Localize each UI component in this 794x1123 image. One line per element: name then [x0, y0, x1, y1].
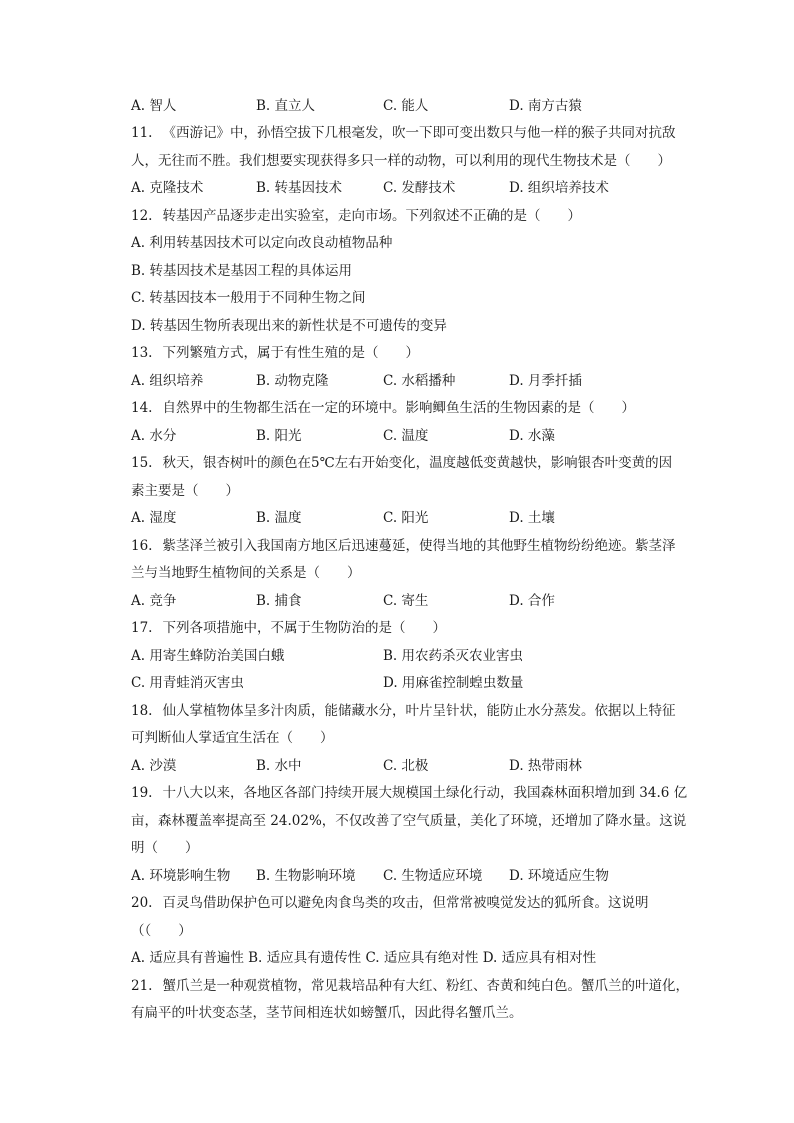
q11-option-d[interactable]: D. 组织培养技术: [509, 180, 609, 196]
q18-stem-line2: 可判断仙人掌适宜生活在（ ）: [131, 730, 334, 746]
q20-number: 20.: [131, 895, 153, 911]
q17-option-a[interactable]: A. 用寄生蜂防治美国白蛾: [131, 648, 285, 664]
q13-number: 13.: [131, 345, 153, 361]
q14-stem-line1: [131, 398, 696, 418]
q13-option-a[interactable]: A. 组织培养: [131, 373, 204, 389]
q16-stem-line2: 兰与当地野生植物间的关系是（ ）: [131, 565, 361, 581]
q18-number: 18.: [131, 703, 153, 719]
q15-option-a[interactable]: A. 湿度: [131, 510, 177, 526]
q15-option-c[interactable]: C. 阳光: [383, 510, 429, 526]
q19-options: [131, 866, 696, 886]
q15-option-b[interactable]: B. 温度: [256, 510, 302, 526]
q11-options: [131, 178, 696, 198]
q18-stem-line1: [131, 701, 696, 721]
q10-option-b[interactable]: B. 直立人: [256, 98, 316, 114]
q18-text: 仙人掌植物体呈多汁肉质，能储藏水分，叶片呈针状，能防止水分蒸发。依据以上特征: [162, 703, 676, 719]
q20-options: [131, 948, 696, 968]
q12-option-b[interactable]: B. 转基因技术是基因工程的具体运用: [131, 263, 353, 279]
q11-stem-line1: [131, 123, 696, 143]
q11-option-c[interactable]: C. 发酵技术: [383, 180, 456, 196]
q15-number: 15.: [131, 455, 153, 471]
q13-text: 下列繁殖方式，属于有性生殖的是（ ）: [162, 345, 419, 361]
q16-options: [131, 591, 696, 611]
q12-stem-line1: [131, 206, 696, 226]
q17-number: 17.: [131, 620, 153, 636]
q21-number: 21.: [131, 978, 153, 994]
q11-text: 《西游记》中，孙悟空拔下几根毫发，吹一下即可变出数只与他一样的猴子共同对抗敌: [162, 125, 676, 141]
q20-option-a[interactable]: A. 适应具有普遍性: [131, 950, 244, 966]
q14-option-c[interactable]: C. 温度: [383, 428, 429, 444]
q18-option-c[interactable]: C. 北极: [383, 758, 429, 774]
q10-option-c[interactable]: C. 能人: [383, 98, 429, 114]
q12-text: 转基因产品逐步走出实验室，走向市场。下列叙述不正确的是（ ）: [162, 208, 581, 224]
q11-option-a[interactable]: A. 克隆技术: [131, 180, 204, 196]
q19-text: 十八大以来，各地区各部门持续开展大规模国土绿化行动，我国森林面积增加到 34.6 亿: [162, 785, 688, 801]
q15-stem-line2: 素主要是（ ）: [131, 483, 239, 499]
q20-option-c[interactable]: C. 适应具有绝对性: [365, 950, 479, 966]
q13-option-b[interactable]: B. 动物克隆: [256, 373, 329, 389]
q19-option-b[interactable]: B. 生物影响环境: [256, 868, 356, 884]
q16-stem-line1: [131, 536, 696, 556]
q14-options: [131, 426, 696, 446]
q12-option-d[interactable]: D. 转基因生物所表现出来的新性状是不可遗传的变异: [131, 318, 447, 334]
q12-option-c[interactable]: C. 转基因技本一般用于不同种生物之间: [131, 290, 366, 306]
q14-option-b[interactable]: B. 阳光: [256, 428, 302, 444]
q20-option-b[interactable]: B. 适应具有遗传性: [248, 950, 362, 966]
q20-text: 百灵鸟借助保护色可以避免肉食鸟类的攻击，但常常被嗅觉发达的狐所食。这说明: [162, 895, 649, 911]
q18-option-d[interactable]: D. 热带雨林: [509, 758, 582, 774]
q15-stem-line1: [131, 453, 696, 473]
q18-options: [131, 756, 696, 776]
q11-option-b[interactable]: B. 转基因技术: [256, 180, 343, 196]
q18-option-b[interactable]: B. 水中: [256, 758, 302, 774]
q11-number: 11.: [131, 125, 153, 141]
q15-options: [131, 508, 696, 528]
q16-option-c[interactable]: C. 寄生: [383, 593, 429, 609]
q17-options-row2: [131, 673, 696, 693]
q12-number: 12.: [131, 208, 153, 224]
q15-text: 秋天，银杏树叶的颜色在5℃左右开始变化，温度越低变黄越快，影响银杏叶变黄的因: [162, 455, 673, 471]
q17-text: 下列各项措施中，不属于生物防治的是（ ）: [162, 620, 446, 636]
q19-stem-line3: 明（ ）: [131, 840, 199, 856]
q19-option-a[interactable]: A. 环境影响生物: [131, 868, 231, 884]
q20-stem-line1: [131, 893, 696, 913]
q20-option-d[interactable]: D. 适应具有相对性: [482, 950, 597, 966]
q19-number: 19.: [131, 785, 153, 801]
q12-option-a[interactable]: A. 利用转基因技术可以定向改良动植物品种: [131, 235, 393, 251]
q13-stem-line1: [131, 343, 696, 363]
q19-option-c[interactable]: C. 生物适应环境: [383, 868, 483, 884]
q19-stem-line2: 亩，森林覆盖率提高至 24.02%，不仅改善了空气质量，美化了环境，还增加了降水量。这说: [131, 813, 687, 829]
q17-option-c[interactable]: C. 用青蛙消灭害虫: [131, 675, 244, 691]
q16-option-a[interactable]: A. 竞争: [131, 593, 177, 609]
q14-option-d[interactable]: D. 水藻: [509, 428, 555, 444]
q14-number: 14.: [131, 400, 153, 416]
q17-option-b[interactable]: B. 用农药杀灭农业害虫: [383, 648, 524, 664]
q10-option-d[interactable]: D. 南方古猿: [509, 98, 582, 114]
q13-option-c[interactable]: C. 水稻播种: [383, 373, 456, 389]
q21-text: 蟹爪兰是一种观赏植物，常见栽培品种有大红、粉红、杏黄和纯白色。蟹爪兰的叶道化，: [162, 978, 689, 994]
q17-options-row1: [131, 646, 696, 666]
q21-stem-line2: 有扁平的叶状变态茎，茎节间相连状如螃蟹爪，因此得名蟹爪兰。: [131, 1005, 523, 1021]
q16-option-b[interactable]: B. 捕食: [256, 593, 302, 609]
q17-option-d[interactable]: D. 用麻雀控制蝗虫数量: [383, 675, 524, 691]
q19-option-d[interactable]: D. 环境适应生物: [509, 868, 609, 884]
q14-option-a[interactable]: A. 水分: [131, 428, 177, 444]
q17-stem-line1: [131, 618, 696, 638]
q15-option-d[interactable]: D. 土壤: [509, 510, 555, 526]
q10-options: [131, 96, 696, 116]
q13-options: [131, 371, 696, 391]
q16-number: 16.: [131, 538, 153, 554]
q11-stem-line2: 人，无往而不胜。我们想要实现获得多只一样的动物，可以利用的现代生物技术是（ ）: [131, 153, 671, 169]
q16-option-d[interactable]: D. 合作: [509, 593, 555, 609]
q19-stem-line1: [131, 783, 696, 803]
q21-stem-line1: [131, 976, 696, 996]
q16-text: 紫茎泽兰被引入我国南方地区后迅速蔓延，使得当地的其他野生植物纷纷绝迹。紫茎泽: [162, 538, 676, 554]
q14-text: 自然界中的生物都生活在一定的环境中。影响鲫鱼生活的生物因素的是（ ）: [162, 400, 635, 416]
q13-option-d[interactable]: D. 月季扦插: [509, 373, 582, 389]
q10-option-a[interactable]: A. 智人: [131, 98, 177, 114]
q18-option-a[interactable]: A. 沙漠: [131, 758, 177, 774]
q20-stem-line2: （（ ）: [131, 923, 192, 939]
